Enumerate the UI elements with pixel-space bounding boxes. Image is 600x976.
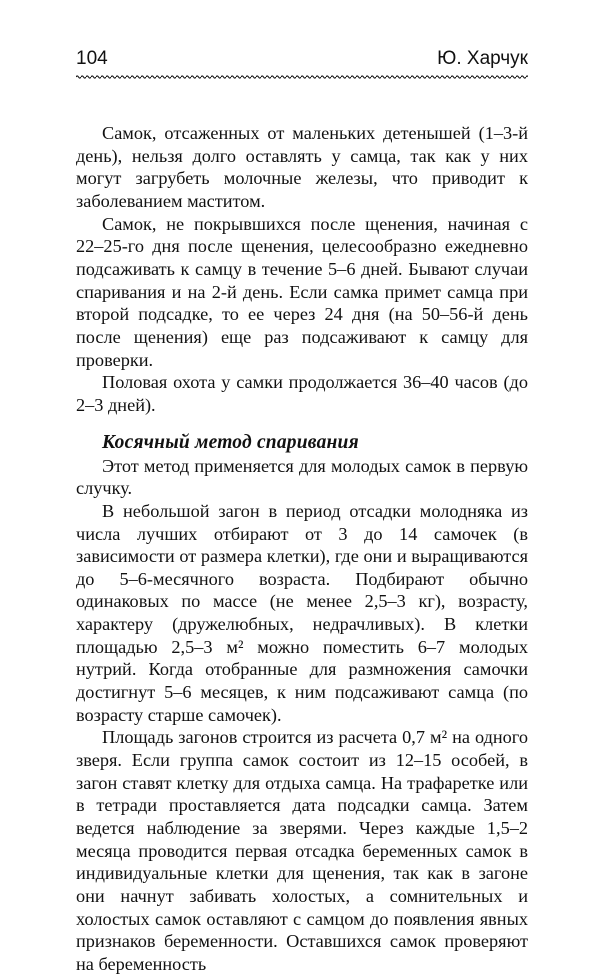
running-head-author: Ю. Харчук — [437, 48, 528, 69]
paragraph: Этот метод применяется для молодых самок в первую случку. — [76, 455, 528, 499]
paragraph: Площадь загонов строится из расчета 0,7 м² на одного зверя. Если группа самок состоит из 12–15 особей, в загон ставят клетку для отдыха самца. На трафаретке или в тетради проставляется дата подсадки самца. Затем ведется наблюдение за зверями. Через каждые 1,5–2 месяца проводится первая отсадка беременных самок в индивидуальные клетки для щенения, так как в загоне они начнут забивать холостых, а сомнительных и холостых самок оставляют с самцом до появления явных признаков беременности. Оставшихся самок проверяют на беременность — [76, 727, 528, 974]
paragraph: Самок, отсаженных от маленьких детенышей (1–3-й день), нельзя долго оставлять у самца, так как у них могут загрубеть молочные железы, что приводит к заболеванием маститом. — [76, 123, 528, 211]
page-number: 104 — [76, 48, 108, 69]
paragraph: Самок, не покрывшихся после щенения, начиная с 22–25-го дня после щенения, целесообразно ежедневно подсаживать к самцу в течение 5–6 дней. Бывают случаи спаривания и на 2-й день. Если самка примет самца при второй подсадке, то ее через 24 дня (на 50–56-й день после щенения) еще раз подсаживают к самцу для проверки. — [76, 213, 528, 370]
section-heading: Косячный метод спаривания — [102, 431, 359, 453]
paragraph: Половая охота у самки продолжается 36–40 часов (до 2–3 дней). — [76, 372, 528, 415]
header-wavy-rule — [76, 74, 528, 80]
paragraph: В небольшой загон в период отсадки молодняка из числа лучших отбирают от 3 до 14 самочек (в зависимости от размера клетки), где они и выращиваются до 5–6-месячного возраста. Подбирают обычно одинаковых по массе (не менее 2,5–3 кг), возрасту, характеру (дружелюбных, недрачливых). В клетки площадью 2,5–3 м² можно поместить 6–7 молодых нутрий. Когда отобранные для размножения самочки достигнут 5–6 месяцев, к ним подсаживают самца (по возрасту старше самочек). — [76, 500, 528, 725]
page-body — [76, 122, 528, 976]
